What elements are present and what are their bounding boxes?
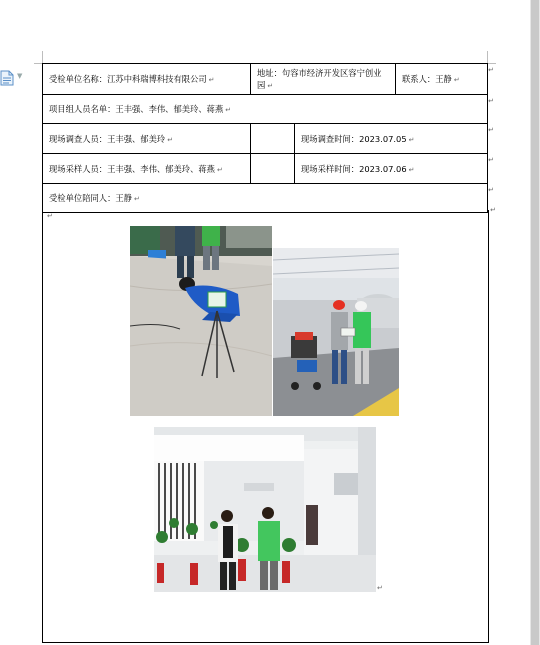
paragraph-mark: ↵ [216, 165, 223, 174]
paragraph-mark: ↵ [47, 212, 53, 220]
lobby-photo[interactable] [154, 427, 376, 592]
two-inspectors-photo[interactable] [273, 248, 399, 416]
accompanying-person-cell [43, 184, 494, 213]
paragraph-mark: ↵ [167, 135, 174, 144]
sampling-time-label: 现场采样时间： [301, 163, 360, 174]
paragraph-mark: ↵ [377, 584, 383, 592]
row-end-mark: ↵ [488, 126, 494, 134]
sampling-staff-cell [43, 154, 251, 184]
row-end-mark: ↵ [488, 156, 494, 164]
address-label: 地址： [257, 67, 282, 78]
crop-mark [34, 63, 42, 64]
vertical-scrollbar[interactable] [530, 0, 540, 645]
survey-staff-cell [43, 124, 251, 154]
row-end-mark: ↵ [488, 186, 494, 194]
survey-staff-label: 现场调查人员： [49, 133, 108, 144]
team-members-label: 项目组人员名单： [49, 104, 116, 114]
row-end-mark: ↵ [490, 206, 496, 214]
scrollbar-thumb[interactable] [531, 0, 539, 645]
team-members-cell [43, 95, 494, 124]
crop-mark [42, 51, 43, 63]
survey-time-cell [251, 124, 494, 154]
worker-sampling-photo[interactable] [130, 226, 272, 416]
inspected-unit-value: 江苏中科瑞博科技有限公司 [107, 74, 207, 84]
document-icon[interactable] [0, 70, 14, 86]
row-end-mark: ↵ [488, 66, 494, 74]
paragraph-mark: ↵ [208, 76, 215, 84]
row-end-mark: ↵ [488, 97, 494, 105]
sampling-staff-value: 王丰强、李伟、郁美玲、蒋燕 [107, 163, 215, 174]
paragraph-mark: ↵ [408, 165, 415, 174]
dropdown-arrow-icon[interactable]: ▼ [17, 72, 23, 80]
contact-label: 联系人： [402, 74, 436, 84]
paragraph-mark: ↵ [408, 135, 415, 144]
accompanying-person-value: 王静 [115, 193, 132, 203]
sampling-time-value: 2023.07.06 [359, 163, 407, 174]
paragraph-mark: ↵ [453, 76, 460, 84]
accompanying-person-label: 受检单位陪同人： [49, 193, 116, 203]
survey-time-label: 现场调查时间： [301, 133, 360, 144]
paragraph-mark: ↵ [134, 195, 140, 203]
team-members-value: 王丰强、李伟、郁美玲、蒋燕 [115, 104, 224, 114]
address-value: 句容市经济开发区容宁创业园 [257, 67, 382, 90]
address-cell [251, 64, 396, 95]
paragraph-mark: ↵ [225, 106, 232, 114]
inspection-info-table [42, 63, 494, 213]
crop-mark [488, 63, 496, 64]
contact-cell [396, 64, 494, 95]
crop-mark [487, 51, 488, 63]
inspected-unit-cell [43, 64, 251, 95]
sampling-time-cell [251, 154, 494, 184]
contact-value: 王静 [435, 74, 452, 84]
sampling-staff-label: 现场采样人员： [49, 163, 108, 174]
survey-time-value: 2023.07.05 [359, 133, 407, 144]
inspected-unit-label: 受检单位名称： [49, 74, 108, 84]
survey-staff-value: 王丰强、郁美玲 [107, 133, 166, 144]
paragraph-mark: ↵ [267, 81, 274, 90]
